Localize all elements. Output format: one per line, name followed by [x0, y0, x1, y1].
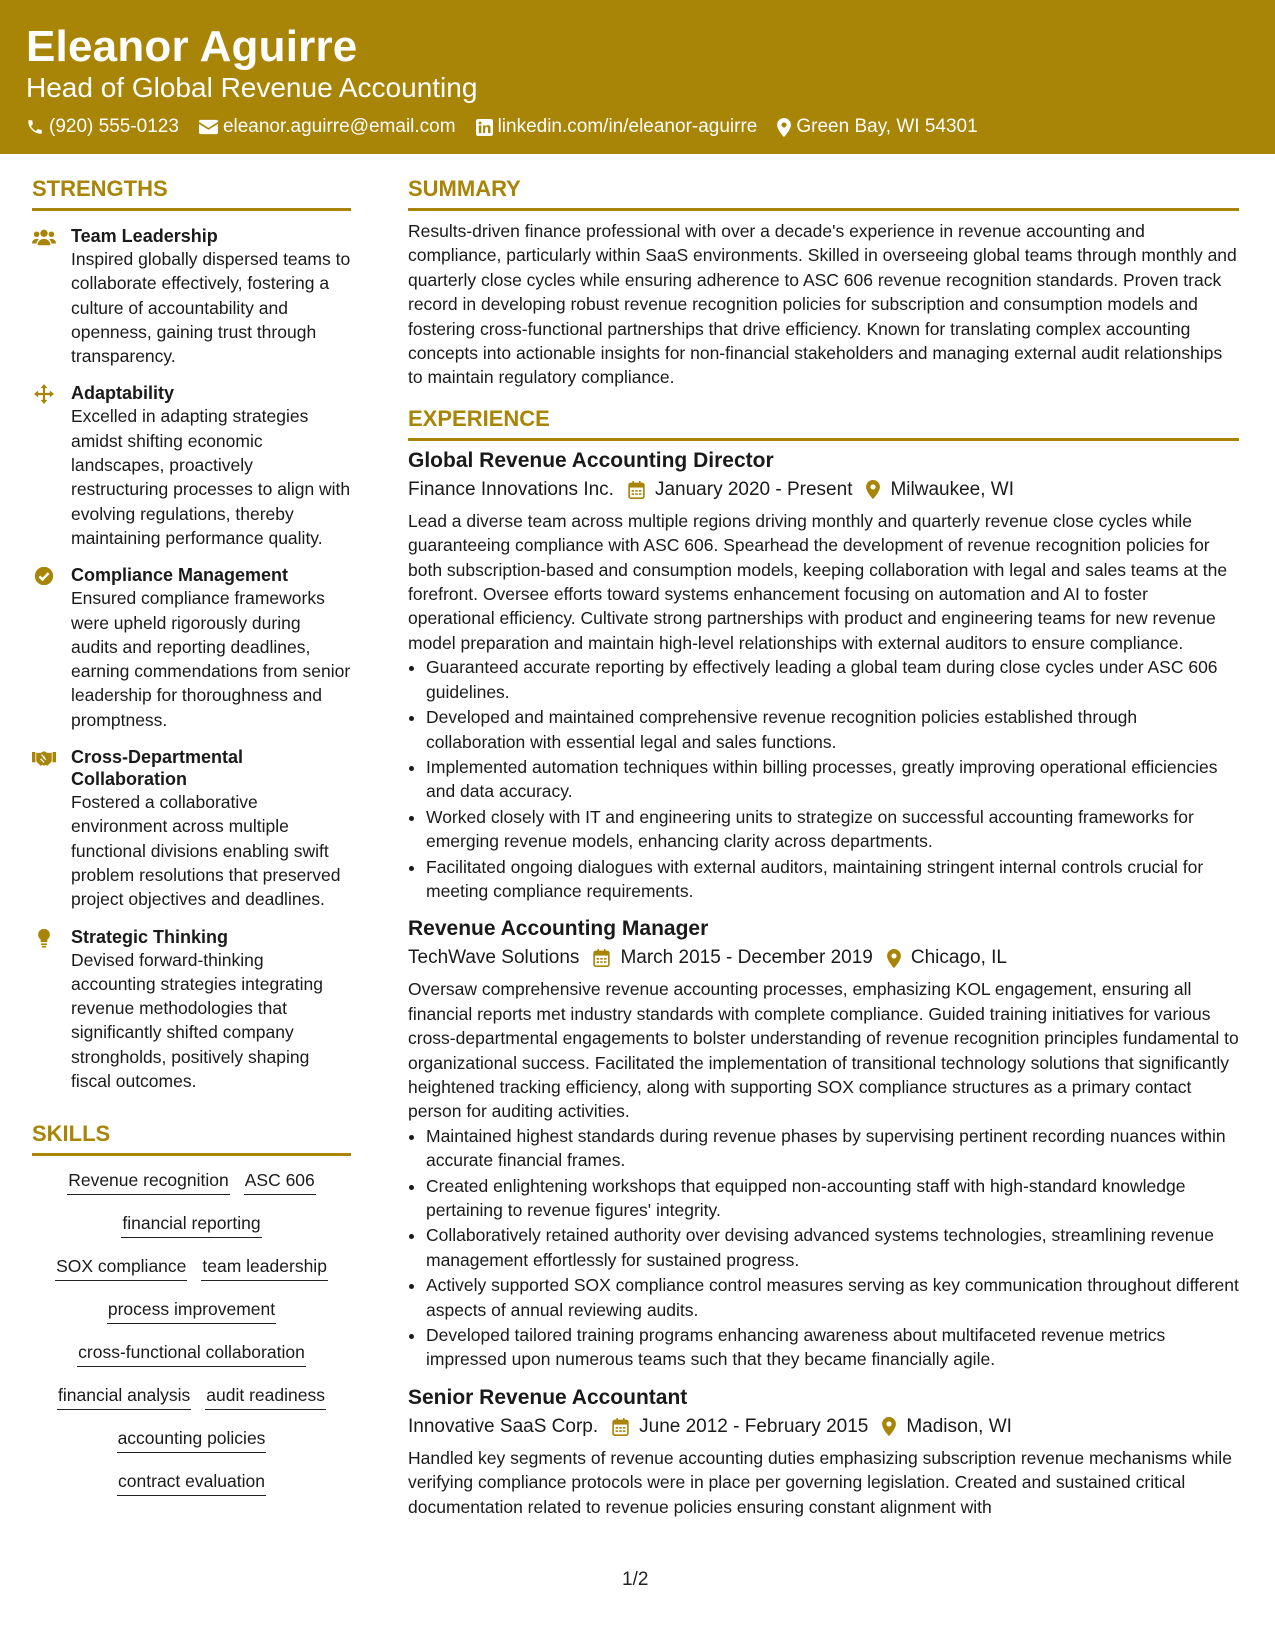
map-pin-icon — [882, 1417, 896, 1436]
email-link[interactable]: eleanor.aguirre@email.com — [222, 116, 456, 137]
calendar-icon — [612, 1418, 629, 1436]
job-description: Lead a diverse team across multiple regions driving monthly and quarterly revenue close cycles while guaranteeing compliance with ASC 606. Spearhead the development of revenue recognition policies for both subscription-based and consumption models, keeping collaboration with legal and sales teams at the forefront. Oversee efforts toward systems enhancement focusing on automation and AI to foster operational efficiency. Cultivate strong partnerships with product and engineering teams for new revenue model preparation and maintain high-level relationships with external auditors to ensure compliance. — [408, 510, 1228, 653]
job-bullets — [408, 655, 1239, 903]
users-icon — [32, 227, 56, 247]
bullet-item: • Facilitated ongoing dialogues with external auditors, maintaining stringent internal controls crucial for meeting compliance requirements. — [426, 855, 1239, 904]
contact-email — [199, 116, 456, 138]
skill-tag: contract evaluation — [117, 1471, 266, 1496]
job-title: Senior Revenue Accountant — [408, 1385, 688, 1409]
strength-item — [32, 382, 351, 550]
bullet-item: • Worked closely with IT and engineering units to strategize on successful accounting frameworks for emerging revenue models, enhancing clarity across departments. — [426, 805, 1239, 854]
candidate-name: Eleanor Aguirre — [26, 22, 358, 71]
envelope-icon — [199, 119, 218, 135]
handshake-icon — [32, 748, 56, 768]
map-pin-icon — [887, 949, 901, 968]
job-bullets — [408, 1124, 1239, 1372]
skills-list — [32, 1170, 351, 1498]
contact-linkedin — [476, 116, 758, 138]
skill-tag: process improvement — [107, 1299, 276, 1324]
strength-item — [32, 746, 351, 911]
bullet-item: • Developed and maintained comprehensive revenue recognition policies established through collaboration with essential legal and sales functions. — [426, 705, 1239, 754]
strength-item — [32, 225, 351, 368]
job-dates: June 2012 - February 2015 — [639, 1415, 869, 1437]
skill-tag: accounting policies — [117, 1428, 267, 1453]
job-description: Oversaw comprehensive revenue accounting processes, emphasizing KOL engagement, ensuring all financial reports met industry standards with complete compliance. Guided training initiatives for various cross-departmental engagements to bolster understanding of revenue recognition principles fundamental to organizational success. Facilitated the implementation of transitional technology solutions that significantly heightened tracking efficiency, along with supporting SOX compliance structures as a primary contact person for auditing activities. — [408, 979, 1239, 1122]
page-number: 1/2 — [622, 1569, 649, 1590]
strength-description: Ensured compliance frameworks were upheld rigorously during audits and reporting deadlines, earning commendations from senior leadership for thoroughness and promptness. — [71, 588, 351, 730]
skill-tag: Revenue recognition — [67, 1170, 230, 1195]
job-location: Milwaukee, WI — [890, 478, 1015, 500]
job-location: Chicago, IL — [910, 947, 1007, 969]
bullet-item: • Guaranteed accurate reporting by effectively leading a global team during close cycles under ASC 606 guidelines. — [426, 655, 1239, 704]
map-pin-icon — [866, 480, 880, 499]
strength-description: Fostered a collaborative environment across multiple functional divisions enabling swift problem resolutions that preserved project objectives and deadlines. — [71, 792, 341, 910]
strength-item — [32, 926, 351, 1094]
skill-tag: audit readiness — [205, 1385, 326, 1410]
left-column — [32, 176, 351, 1514]
skill-tag: financial analysis — [57, 1385, 191, 1410]
job-dates: January 2020 - Present — [654, 478, 853, 500]
contact-phone — [26, 116, 179, 138]
strength-title: Compliance Management — [71, 565, 289, 586]
calendar-icon — [593, 949, 610, 967]
contact-location — [777, 116, 977, 138]
bullet-item: • Collaboratively retained authority over devising advanced systems technologies, streamlining revenue management effortlessly for sustained progress. — [426, 1223, 1239, 1272]
contact-bar — [26, 116, 998, 138]
skill-tag: financial reporting — [121, 1213, 261, 1238]
skill-tag: cross-functional collaboration — [77, 1342, 306, 1367]
job-title: Global Revenue Accounting Director — [408, 448, 774, 472]
bullet-item: • Actively supported SOX compliance control measures serving as key communication throughout different aspects of annual reviewing audits. — [426, 1273, 1239, 1322]
job-meta — [408, 475, 1239, 505]
job-description: Handled key segments of revenue accounting duties emphasizing subscription revenue mechanisms while verifying compliance protocols were in place per governing legislation. Created and sustained critical documentation related to revenue policies ensuring constant alignment with — [408, 1447, 1232, 1517]
strength-description: Inspired globally dispersed teams to collaborate effectively, fostering a culture of accountability and openness, gaining trust through transparency. — [71, 249, 351, 367]
job-meta — [408, 943, 1239, 973]
location-text: Green Bay, WI 54301 — [796, 116, 978, 137]
job-location: Madison, WI — [906, 1415, 1012, 1437]
company-name: TechWave Solutions — [408, 947, 580, 969]
summary-heading: SUMMARY — [408, 176, 1239, 211]
map-pin-icon — [777, 118, 791, 137]
strength-title: Team Leadership — [71, 226, 218, 246]
phone-text[interactable]: (920) 555-0123 — [49, 116, 179, 137]
job-entry — [408, 1384, 1239, 1519]
strength-title: Adaptability — [71, 383, 175, 404]
skills-heading: SKILLS — [32, 1121, 351, 1156]
linkedin-icon — [476, 119, 493, 136]
strength-title: Strategic Thinking — [71, 926, 229, 947]
bullet-item: • Developed tailored training programs enhancing awareness about multifaceted revenue metrics impressed upon numerous teams such that they became financially agile. — [426, 1323, 1239, 1372]
strength-item — [32, 564, 351, 732]
check-circle-icon — [32, 566, 56, 586]
skill-tag: SOX compliance — [55, 1256, 187, 1281]
strengths-heading: STRENGTHS — [32, 176, 351, 211]
bullet-item: • Created enlightening workshops that equipped non-accounting staff with high-standard knowledge pertaining to revenue figures' integrity. — [426, 1174, 1239, 1223]
company-name: Finance Innovations Inc. — [408, 478, 614, 500]
linkedin-link[interactable]: linkedin.com/in/eleanor-aguirre — [497, 116, 758, 137]
bullet-item: • Implemented automation techniques within billing processes, greatly improving operational efficiencies and data accuracy. — [426, 755, 1239, 804]
job-dates: March 2015 - December 2019 — [620, 947, 873, 969]
right-column — [408, 176, 1239, 1519]
experience-heading: EXPERIENCE — [408, 406, 1239, 441]
calendar-icon — [628, 481, 645, 499]
strength-title: Cross-Departmental Collaboration — [71, 747, 244, 790]
arrows-move-icon — [32, 384, 56, 404]
job-meta — [408, 1412, 1239, 1442]
phone-icon — [26, 118, 44, 136]
lightbulb-icon — [32, 928, 56, 948]
resume-header — [0, 0, 1275, 154]
strength-description: Excelled in adapting strategies amidst shifting economic landscapes, proactively restructuring processes to align with evolving regulations, thereby maintaining performance quality. — [71, 406, 351, 548]
job-title: Revenue Accounting Manager — [408, 917, 709, 941]
company-name: Innovative SaaS Corp. — [408, 1415, 599, 1437]
bullet-item: • Maintained highest standards during revenue phases by supervising pertinent recording nuances within accurate financial frames. — [426, 1124, 1239, 1173]
job-entry — [408, 915, 1239, 1372]
skill-tag: team leadership — [201, 1256, 328, 1281]
job-entry — [408, 447, 1239, 904]
skill-tag: ASC 606 — [244, 1170, 316, 1195]
candidate-title: Head of Global Revenue Accounting — [26, 72, 478, 103]
strength-description: Devised forward-thinking accounting strategies integrating revenue methodologies that significantly shifted company strongholds, positively shaping fiscal outcomes. — [71, 949, 323, 1092]
summary-text: Results-driven finance professional with over a decade's experience in revenue accounting and compliance, particularly within SaaS environments. Skilled in overseeing global teams through monthly and quarterly close cycles while ensuring adherence to ASC 606 revenue recognition standards. Proven track record in developing robust revenue recognition policies for subscription and consumption models and fostering cross-functional partnerships that drive efficiency. Known for translating complex accounting concepts into actionable insights for non-financial stakeholders and managing external audit relationships to maintain regulatory compliance. — [408, 221, 1237, 388]
